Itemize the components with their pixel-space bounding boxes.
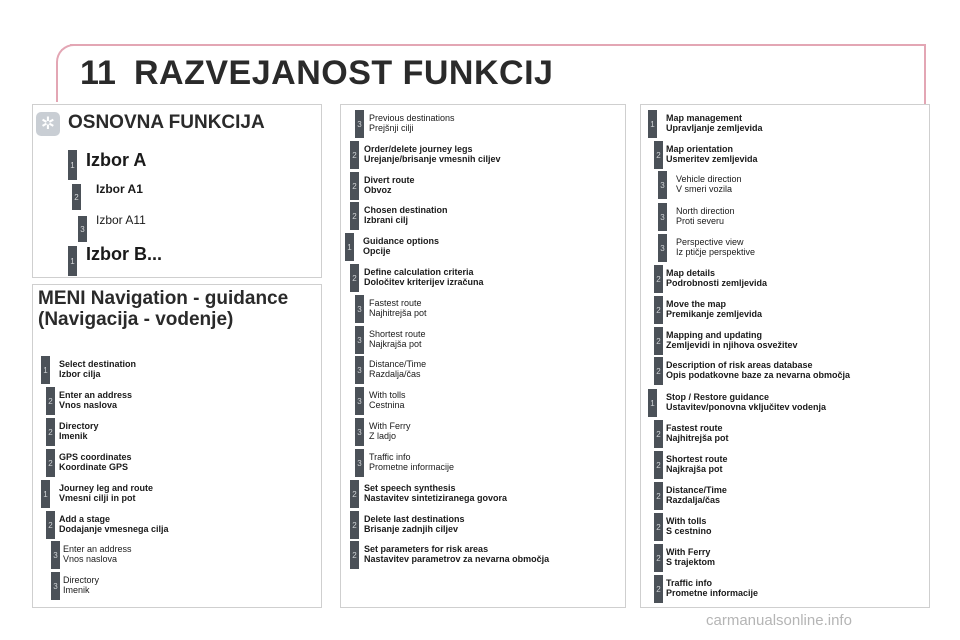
item-label-sl: Upravljanje zemljevida xyxy=(666,123,763,133)
level-badge: 2 xyxy=(46,418,55,446)
level-badge: 2 xyxy=(654,575,663,603)
item-label-en: Order/delete journey legs xyxy=(364,144,473,154)
item-label-sl: Z ladjo xyxy=(369,431,397,441)
item-label-sl: Dodajanje vmesnega cilja xyxy=(59,524,169,534)
item-label-sl: Podrobnosti zemljevida xyxy=(666,278,768,288)
level-badge: 1 xyxy=(41,480,50,508)
item-label-en: Set parameters for risk areas xyxy=(364,544,489,554)
item-label-sl: S trajektom xyxy=(666,557,716,567)
item-label-en: Mapping and updating xyxy=(666,330,762,340)
header-rule xyxy=(70,44,926,46)
item-label-sl: Usmeritev zemljevida xyxy=(666,154,758,164)
menu-title-line2: (Navigacija - vodenje) xyxy=(38,309,234,330)
item-label-en: Set speech synthesis xyxy=(364,483,456,493)
item-label-en: Stop / Restore guidance xyxy=(666,392,770,402)
level-badge: 3 xyxy=(658,171,667,199)
item-label-sl: Vmesni cilji in pot xyxy=(59,493,136,503)
level-badge: 2 xyxy=(654,327,663,355)
item-label-sl: Vnos naslova xyxy=(63,554,118,564)
level-badge: 3 xyxy=(355,356,364,384)
item-label-en: With tolls xyxy=(369,390,406,400)
item-label-en: Map orientation xyxy=(666,144,733,154)
level-badge: 3 xyxy=(78,216,87,242)
level-badge: 3 xyxy=(355,295,364,323)
chapter-number: 11 xyxy=(80,54,116,92)
item-label-en: Traffic info xyxy=(369,452,411,462)
item-label-en: Distance/Time xyxy=(666,485,727,495)
level-badge: 2 xyxy=(46,387,55,415)
item-label-sl: Prometne informacije xyxy=(666,588,759,598)
level-badge: 1 xyxy=(648,110,657,138)
item-label-sl: Iz ptičje perspektive xyxy=(676,247,756,257)
item-label-en: Divert route xyxy=(364,175,415,185)
item-label-en: Shortest route xyxy=(369,329,426,339)
level-badge: 1 xyxy=(648,389,657,417)
level-badge: 3 xyxy=(355,418,364,446)
item-label-sl: Opcije xyxy=(363,246,391,256)
legend-title: OSNOVNA FUNKCIJA xyxy=(68,112,265,133)
level-badge: 2 xyxy=(654,141,663,169)
item-label-sl: Določitev kriterijev izračuna xyxy=(364,277,484,287)
gear-icon: ✲ xyxy=(36,112,60,136)
item-label-sl: Obvoz xyxy=(364,185,392,195)
level-badge: 3 xyxy=(51,541,60,569)
item-label-sl: Proti severu xyxy=(676,216,725,226)
item-label-en: Perspective view xyxy=(676,237,744,247)
item-label-sl: Najkrajša pot xyxy=(666,464,723,474)
item-label-en: With tolls xyxy=(666,516,707,526)
level-badge: 2 xyxy=(654,544,663,572)
item-label-en: Enter an address xyxy=(59,390,133,400)
item-label-sl: V smeri vozila xyxy=(676,184,733,194)
item-label-sl: Prometne informacije xyxy=(369,462,455,472)
level-badge: 2 xyxy=(46,449,55,477)
item-label-en: Shortest route xyxy=(666,454,728,464)
item-label-en: Chosen destination xyxy=(364,205,448,215)
item-label-sl: Imenik xyxy=(63,585,90,595)
item-label-en: North direction xyxy=(676,206,735,216)
level-badge: 2 xyxy=(654,513,663,541)
item-label-en: Guidance options xyxy=(363,236,440,246)
page-title: RAZVEJANOST FUNKCIJ xyxy=(134,54,554,92)
level-badge: 1 xyxy=(68,150,77,180)
item-label-sl: Prejšnji cilji xyxy=(369,123,414,133)
item-label-sl: Najkrajša pot xyxy=(369,339,422,349)
item-label-en: Previous destinations xyxy=(369,113,455,123)
item-label-en: GPS coordinates xyxy=(59,452,132,462)
level-badge: 1 xyxy=(68,246,77,276)
item-label-en: Map details xyxy=(666,268,716,278)
item-label-sl: Razdalja/čas xyxy=(369,369,421,379)
item-label-sl: Nastavitev parametrov za nevarna območja xyxy=(364,554,550,564)
item-label-en: Select destination xyxy=(59,359,137,369)
item-label-en: Move the map xyxy=(666,299,727,309)
item-label-sl: Urejanje/brisanje vmesnih ciljev xyxy=(364,154,501,164)
level-badge: 2 xyxy=(350,202,359,230)
item-label-sl: Ustavitev/ponovna vključitev vodenja xyxy=(666,402,827,412)
watermark: carmanualsonline.info xyxy=(706,612,852,629)
legend-level-2-text: Izbor A1 xyxy=(96,182,143,196)
item-label-en: Description of risk areas database xyxy=(666,360,813,370)
item-label-en: Define calculation criteria xyxy=(364,267,474,277)
level-badge: 2 xyxy=(350,141,359,169)
level-badge: 2 xyxy=(654,265,663,293)
header-bracket xyxy=(56,44,74,102)
level-badge: 2 xyxy=(654,482,663,510)
level-badge: 2 xyxy=(72,184,81,210)
item-label-en: Delete last destinations xyxy=(364,514,465,524)
level-badge: 3 xyxy=(355,387,364,415)
level-badge: 3 xyxy=(355,326,364,354)
item-label-en: With Ferry xyxy=(369,421,411,431)
legend-level-1b-text: Izbor B... xyxy=(86,244,162,264)
item-label-en: Enter an address xyxy=(63,544,132,554)
item-label-en: Map management xyxy=(666,113,743,123)
level-badge: 1 xyxy=(345,233,354,261)
item-label-en: Journey leg and route xyxy=(59,483,154,493)
level-badge: 2 xyxy=(654,357,663,385)
level-badge: 2 xyxy=(350,541,359,569)
level-badge: 2 xyxy=(46,511,55,539)
level-badge: 2 xyxy=(350,511,359,539)
level-badge: 2 xyxy=(654,420,663,448)
item-label-sl: Izbor cilja xyxy=(59,369,101,379)
item-label-sl: Izbrani cilj xyxy=(364,215,409,225)
item-label-sl: Premikanje zemljevida xyxy=(666,309,763,319)
item-label-sl: Razdalja/čas xyxy=(666,495,721,505)
item-label-sl: Imenik xyxy=(59,431,88,441)
legend-level-3-text: Izbor A11 xyxy=(96,213,146,227)
level-badge: 3 xyxy=(355,110,364,138)
item-label-en: Directory xyxy=(59,421,99,431)
item-label-sl: S cestnino xyxy=(666,526,712,536)
item-label-sl: Nastavitev sintetiziranega govora xyxy=(364,493,508,503)
level-badge: 2 xyxy=(654,451,663,479)
item-label-en: Traffic info xyxy=(666,578,713,588)
item-label-en: Vehicle direction xyxy=(676,174,742,184)
menu-title-line1: MENI Navigation - guidance xyxy=(38,288,289,309)
item-label-en: With Ferry xyxy=(666,547,711,557)
item-label-sl: Opis podatkovne baze za nevarna območja xyxy=(666,370,851,380)
level-badge: 3 xyxy=(355,449,364,477)
level-badge: 3 xyxy=(658,203,667,231)
level-badge: 1 xyxy=(41,356,50,384)
item-label-en: Fastest route xyxy=(369,298,422,308)
item-label-en: Fastest route xyxy=(666,423,723,433)
level-badge: 2 xyxy=(350,264,359,292)
legend-level-1-text: Izbor A xyxy=(86,150,147,170)
item-label-en: Distance/Time xyxy=(369,359,427,369)
item-label-sl: Vnos naslova xyxy=(59,400,118,410)
item-label-sl: Najhitrejša pot xyxy=(666,433,729,443)
item-label-sl: Najhitrejša pot xyxy=(369,308,427,318)
level-badge: 2 xyxy=(350,480,359,508)
level-badge: 2 xyxy=(654,296,663,324)
item-label-sl: Brisanje zadnjih ciljev xyxy=(364,524,459,534)
item-label-sl: Koordinate GPS xyxy=(59,462,129,472)
menu-title xyxy=(38,288,288,330)
item-label-en: Directory xyxy=(63,575,100,585)
item-label-sl: Cestnina xyxy=(369,400,405,410)
level-badge: 3 xyxy=(51,572,60,600)
level-badge: 2 xyxy=(350,172,359,200)
item-label-sl: Zemljevidi in njihova osvežitev xyxy=(666,340,798,350)
item-label-en: Add a stage xyxy=(59,514,111,524)
level-badge: 3 xyxy=(658,234,667,262)
